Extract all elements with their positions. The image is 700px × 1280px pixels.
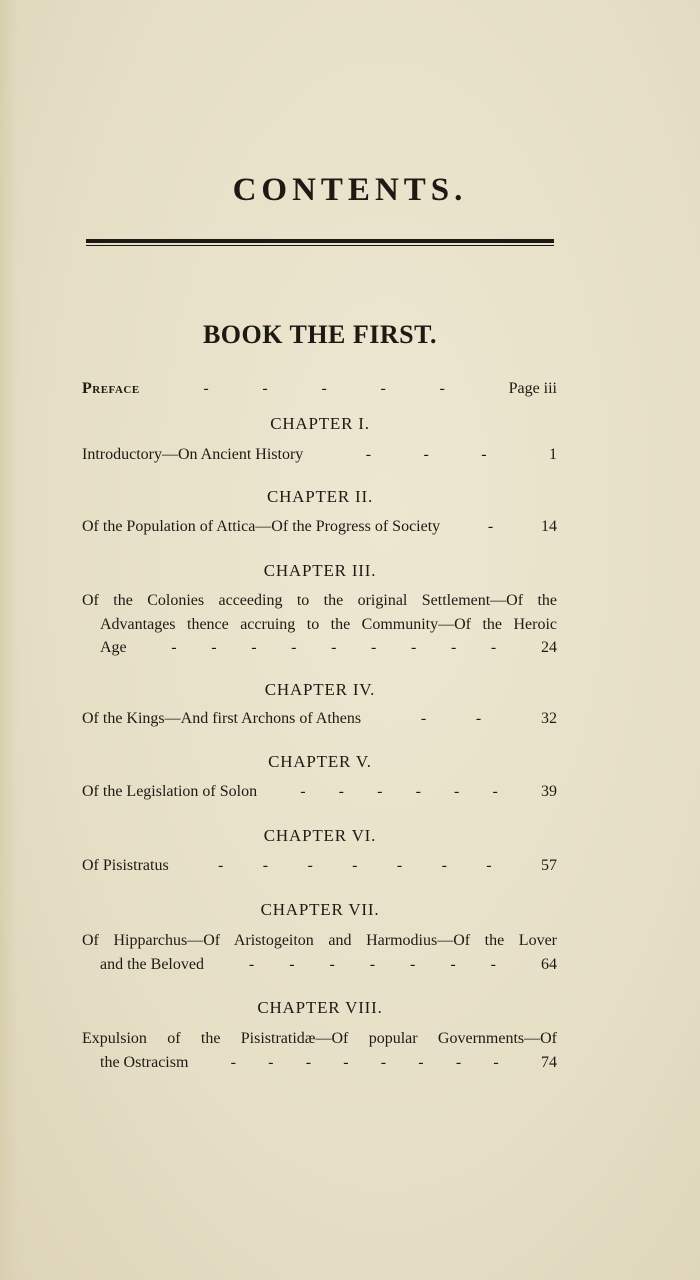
title-rule-thin (86, 245, 554, 246)
chapter-page-number: 1 (549, 446, 557, 463)
chapter-heading: CHAPTER VI. (263, 826, 377, 845)
chapter-title-line: Expulsion of the Pisistratidæ—Of popular Governments—Of (82, 1030, 557, 1047)
chapter-title-line: the Ostracism (100, 1054, 189, 1071)
chapter-heading: CHAPTER VII. (260, 900, 380, 919)
chapter-title-line: Introductory—On Ancient History (82, 446, 304, 463)
title-rule-thick (86, 239, 554, 243)
chapter-title-line: Of the Legislation of Solon (82, 783, 258, 800)
leader-dashes: - - - - - - - - (230, 1054, 499, 1071)
chapter-heading: CHAPTER IV. (264, 680, 376, 699)
chapter-entry (82, 446, 557, 470)
chapter-entry (100, 956, 557, 980)
leader-dashes: - - - - - - - (248, 956, 496, 973)
chapter-page-number: 57 (541, 857, 557, 874)
leader-dashes: - - - - - (203, 380, 445, 397)
chapter-heading: CHAPTER VIII. (257, 998, 383, 1017)
chapter-entry (82, 518, 557, 542)
chapter-entry (100, 1054, 557, 1078)
chapter-heading: CHAPTER II. (266, 487, 374, 506)
book-heading: BOOK THE FIRST. (202, 320, 438, 349)
chapter-page-number: 74 (541, 1054, 557, 1071)
preface-page: Page iii (508, 380, 557, 397)
chapter-title-line: Of the Population of Attica—Of the Progress of Society (82, 518, 441, 535)
chapter-title-line: Age (100, 639, 127, 656)
chapter-heading: CHAPTER I. (270, 414, 370, 433)
leader-dashes: - (487, 518, 494, 535)
chapter-page-number: 24 (541, 639, 557, 656)
chapter-page-number: 39 (541, 783, 557, 800)
chapter-heading: CHAPTER V. (268, 752, 372, 771)
chapter-entry (82, 857, 557, 881)
chapter-title-line: Of Hipparchus—Of Aristogeiton and Harmodius—Of the Lover (82, 932, 557, 949)
chapter-entry (82, 710, 557, 734)
leader-dashes: - - - - - - (300, 783, 498, 800)
chapter-heading: CHAPTER III. (263, 561, 377, 580)
chapter-page-number: 64 (541, 956, 557, 973)
leader-dashes: - - - - - - - (218, 857, 492, 874)
chapter-page-number: 14 (541, 518, 557, 535)
leader-dashes: - - - (365, 446, 487, 463)
chapter-page-number: 32 (541, 710, 557, 727)
leader-dashes: - - (420, 710, 482, 727)
contents-title: CONTENTS. (232, 172, 468, 208)
preface-entry (82, 380, 557, 404)
chapter-title-line: and the Beloved (100, 956, 204, 973)
chapter-title-line: Of the Kings—And first Archons of Athens (82, 710, 362, 727)
chapter-title-line: Of Pisistratus (82, 857, 169, 874)
chapter-title-line: Advantages thence accruing to the Community—Of the Heroic (100, 616, 557, 633)
preface-label: Preface (82, 380, 140, 397)
leader-dashes: - - - - - - - - - (171, 639, 497, 656)
chapter-entry (82, 783, 557, 807)
chapter-title-line: Of the Colonies acceeding to the original Settlement—Of the (82, 592, 557, 609)
chapter-entry (100, 639, 557, 663)
